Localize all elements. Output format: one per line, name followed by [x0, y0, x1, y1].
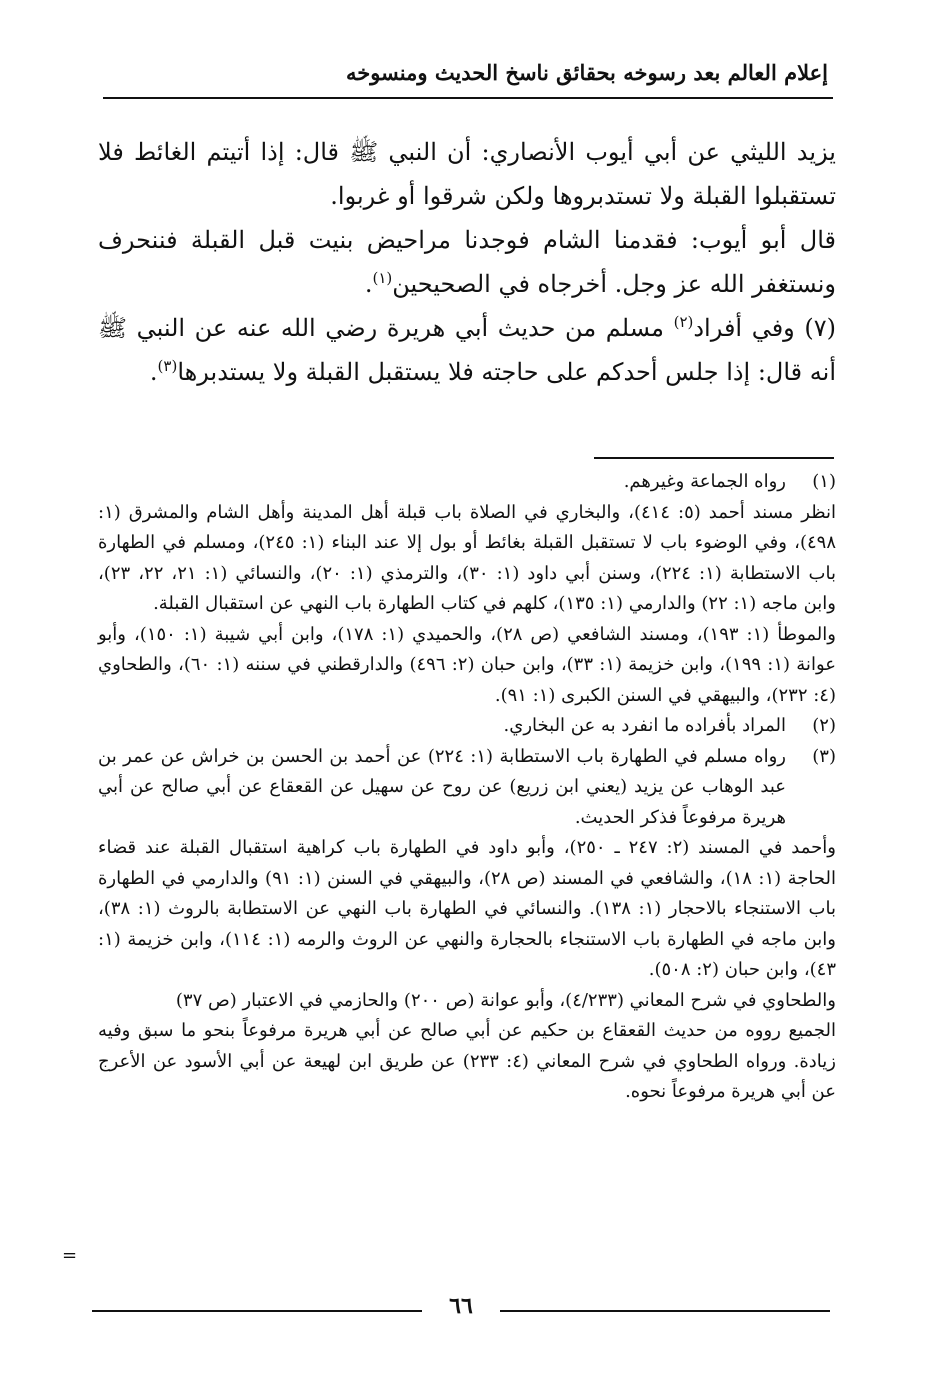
header-rule — [103, 97, 833, 99]
continuation-mark: = — [62, 1245, 78, 1266]
paragraph-3 — [98, 306, 836, 394]
paragraph-2-text: قال أبو أيوب: فقدمنا الشام فوجدنا مراحيض بنيت قبل القبلة فننحرف ونستغفر الله عز وجل. أخرجاه في الصحيحين — [98, 226, 836, 298]
running-header-title: إعلام العالم بعد رسوخه بحقائق ناسخ الحديث ومنسوخه — [345, 60, 828, 85]
footer-rule-right — [500, 1310, 830, 1312]
footnote-3-body: رواه مسلم في الطهارة باب الاستطابة (١: ٢٢٤) عن أحمد بن الحسن بن خراش عن عمر بن عبد الوهاب عن يزيد (يعني ابن زريع) عن روح عن سهيل عن القعقاع عن أبي صالح عن أبي هريرة مرفوعاً فذكر الحديث. — [98, 745, 786, 828]
paragraph-3-end: . — [149, 358, 158, 386]
footnote-ref-1: (١) — [372, 269, 393, 287]
footnote-1-line-3: والموطأ (١: ١٩٣)، ومسند الشافعي (ص ٢٨)، والحميدي (١: ١٧٨)، وابن أبي شيبة (١: ١٥٠)، وأبو عوانة (١: ١٩٩)، وابن خزيمة (١: ٣٣)، وابن حبان (٢: ٤٩٦) والدارقطني في سننه (١: ٦٠)، والطحاوي (٤: ٢٣٢)، والبيهقي في السنن الكبرى (١: ٩١). — [98, 623, 836, 706]
footnote-2 — [98, 711, 836, 742]
paragraph-2 — [98, 218, 836, 306]
footnote-3-number: (٣) — [812, 745, 836, 767]
page-number: ٦٦ — [449, 1293, 473, 1319]
footnote-3-fourth: الجميع رووه من حديث القعقاع بن حكيم عن أبي صالح عن أبي هريرة مرفوعاً بنحو ما سبق وفيه زيادة. ورواه الطحاوي في شرح المعاني (٤: ٢٣٣) عن طريق ابن لهيعة عن أبي الأسود عن الأعرج عن أبي هريرة مرفوعاً نحوه. — [98, 1020, 836, 1102]
footnote-1-number: (١) — [812, 471, 836, 492]
paragraph-2-end: . — [364, 270, 373, 298]
footnote-3 — [98, 742, 836, 834]
paragraph-1: يزيد الليثي عن أبي أيوب الأنصاري: أن النبي ﷺ قال: إذا أتيتم الغائط فلا تستقبلوا القبلة ولا تستدبروها ولكن شرقوا أو غربوا. — [98, 138, 836, 210]
paragraph-3-start: (٧) وفي أفراد — [693, 314, 836, 342]
footnote-1-line-2: انظر مسند أحمد (٥: ٤١٤)، والبخاري في الصلاة باب قبلة أهل المدينة وأهل الشام والمشرق (١: ٤٩٨)، وفي الوضوء باب لا تستقبل القبلة بغائط أو بول إلا عند البناء (١: ٢٤٥)، ومسلم في الطهارة باب الاستطابة (١: ٢٢٤)، وسنن أبي داود (١: ٣٠)، والترمذي (١: ٢٠)، والنسائي (١: ٢١، ٢٢، ٢٣)، وابن ماجه (١: ٢٢) والدارمي (١: ١٣٥)، كلهم في كتاب الطهارة باب النهي عن استقبال القبلة. — [98, 501, 836, 614]
paragraph-3-mid: مسلم من حديث أبي هريرة رضي الله عنه عن النبي ﷺ أنه قال: إذا جلس أحدكم على حاجته فلا يستقبل القبلة ولا يستدبرها — [98, 314, 836, 386]
footnote-1-body — [98, 467, 786, 498]
footnote-3-continued — [98, 833, 836, 1108]
footer-rule-left — [92, 1310, 422, 1312]
main-text — [98, 130, 836, 394]
footnote-1 — [98, 467, 836, 498]
footnote-ref-2: (٢) — [673, 313, 694, 331]
footnote-ref-3: (٣) — [157, 357, 178, 375]
footnote-separator — [594, 457, 834, 459]
footnote-3-second: وأحمد في المسند (٢: ٢٤٧ ـ ٢٥٠)، وأبو داود في الطهارة باب كراهية استقبال القبلة عند قضاء الحاجة (١: ١٨)، والشافعي في المسند (ص ٢٨)، والبيهقي في السنن (١: ٩١) والدارمي في الطهارة باب الاستنجاء بالاحجار (١: ١٣٨). والنسائي في الطهارة باب النهي عن الاستطابة بالروث (١: ٣٨)، وابن ماجه في الطهارة باب الاستنجاء بالحجارة والنهي عن الروث والرمه (١: ١١٤)، وابن خزيمة (١: ٤٣)، وابن حبان (٢: ٥٠٨). — [98, 837, 836, 980]
footnote-1-continued — [98, 498, 836, 712]
footnote-3-third: والطحاوي في شرح المعاني (٤/٢٣٣)، وأبو عوانة (ص ٢٠٠) والحازمي في الاعتبار (ص ٣٧) — [175, 989, 836, 1011]
footnotes — [98, 467, 836, 1108]
footnote-1-line-1: رواه الجماعة وغيرهم. — [623, 471, 786, 492]
footnote-2-number: (٢) — [812, 715, 836, 736]
footnote-2-body: المراد بأفراده ما انفرد به عن البخاري. — [503, 715, 786, 736]
